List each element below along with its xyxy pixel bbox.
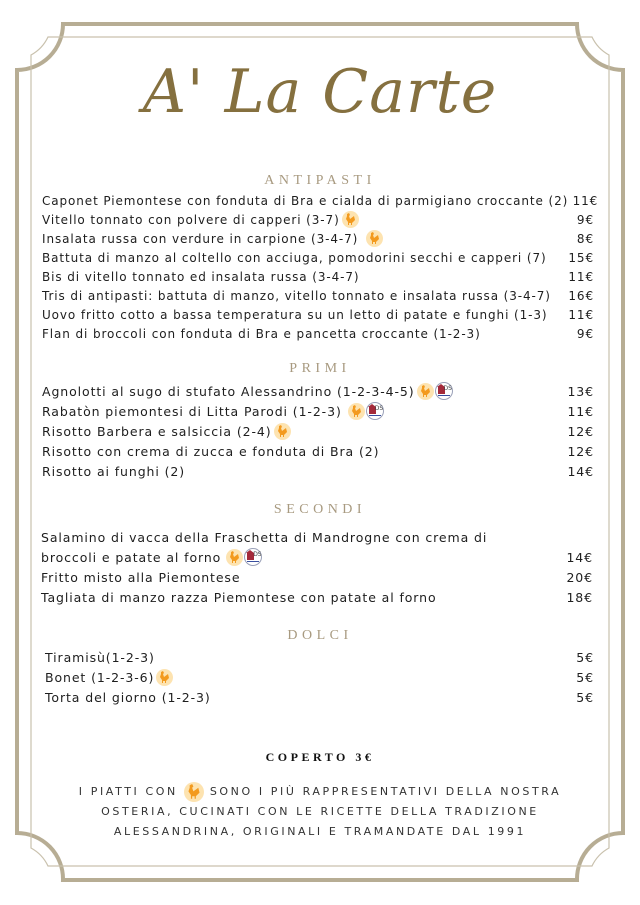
quality-seal-icon: DS <box>366 402 384 420</box>
menu-item <box>42 461 594 481</box>
section-title-antipasti: ANTIPASTI <box>264 173 376 188</box>
rooster-icon <box>156 669 173 686</box>
section-title-dolci: DOLCI <box>287 628 353 643</box>
item-name: Agnolotti al sugo di stufato Alessandrino (1-2-3-4-5) <box>42 383 415 399</box>
section-title-secondi: SECONDI <box>273 502 367 517</box>
menu-item <box>42 191 599 210</box>
menu-item <box>42 324 594 343</box>
item-name: Uovo fritto cotto a bassa temperatura su un letto di patate e funghi (1-3) <box>42 307 548 322</box>
item-price: 14€ <box>567 463 594 479</box>
dolci-list <box>45 647 594 707</box>
item-price: 5€ <box>576 689 594 705</box>
menu-item <box>42 248 594 267</box>
item-price: 11€ <box>572 193 599 208</box>
item-price: 14€ <box>566 549 593 565</box>
item-price: 5€ <box>576 649 594 665</box>
item-name: broccoli e patate al forno <box>41 549 222 565</box>
menu-item <box>42 421 594 441</box>
item-price: 11€ <box>568 307 594 322</box>
menu-item <box>41 547 593 567</box>
item-name: Tris di antipasti: battuta di manzo, vitello tonnato e insalata russa (3-4-7) <box>42 288 551 303</box>
quality-seal-icon: DS <box>435 382 453 400</box>
page-title: A' La Carte <box>142 57 498 127</box>
menu-item <box>41 527 593 547</box>
menu-item <box>42 381 594 401</box>
item-price: 11€ <box>567 403 594 419</box>
menu-item <box>41 587 593 607</box>
menu-item <box>42 229 594 248</box>
antipasti-list <box>42 191 599 343</box>
menu-item <box>42 441 594 461</box>
item-name: Bonet (1-2-3-6) <box>45 669 155 685</box>
menu-item <box>45 647 594 667</box>
item-price: 8€ <box>576 231 594 246</box>
item-price: 12€ <box>567 443 594 459</box>
item-price: 15€ <box>568 250 594 265</box>
rooster-icon <box>417 383 434 400</box>
item-price: 5€ <box>576 669 594 685</box>
item-price: 16€ <box>568 288 594 303</box>
note-line-3: ALESSANDRINA, ORIGINALI E TRAMANDATE DAL 1991 <box>113 825 527 838</box>
rooster-icon <box>348 403 365 420</box>
menu-item <box>42 286 594 305</box>
rooster-icon <box>184 782 204 802</box>
quality-seal-icon: DS <box>244 548 262 566</box>
menu-item <box>41 567 593 587</box>
item-name: Risotto con crema di zucca e fonduta di Bra (2) <box>42 443 380 459</box>
item-name: Bis di vitello tonnato ed insalata russa (3-4-7) <box>42 269 360 284</box>
item-name: Salamino di vacca della Fraschetta di Mandrogne con crema di <box>41 529 488 545</box>
primi-list <box>42 381 594 481</box>
item-name: Tagliata di manzo razza Piemontese con patate al forno <box>41 589 437 605</box>
item-name: Torta del giorno (1-2-3) <box>45 689 211 705</box>
item-name: Vitello tonnato con polvere di capperi (3-7) <box>42 212 340 227</box>
menu-item <box>42 210 594 229</box>
item-name: Rabatòn piemontesi di Litta Parodi (1-2-3) <box>42 403 342 419</box>
footer-note <box>40 782 600 842</box>
rooster-icon <box>342 211 359 228</box>
note-line-2: OSTERIA, CUCINATI CON LE RICETTE DELLA TRADIZIONE <box>101 805 539 818</box>
cover-charge: COPERTO 3€ <box>265 750 375 764</box>
menu-item <box>42 401 594 421</box>
item-price: 12€ <box>567 423 594 439</box>
menu-item <box>45 667 594 687</box>
item-name: Risotto ai funghi (2) <box>42 463 186 479</box>
item-name: Caponet Piemontese con fonduta di Bra e cialda di parmigiano croccante (2) <box>42 193 569 208</box>
rooster-icon <box>366 230 383 247</box>
item-name: Tiramisù(1-2-3) <box>45 649 155 665</box>
item-name: Fritto misto alla Piemontese <box>41 569 241 585</box>
item-name: Flan di broccoli con fonduta di Bra e pancetta croccante (1-2-3) <box>42 326 481 341</box>
rooster-icon <box>226 549 243 566</box>
note-line-1: I PIATTI CON SONO I PIÙ RAPPRESENTATIVI DELLA NOSTRA <box>40 782 600 802</box>
item-price: 13€ <box>567 383 594 399</box>
menu-item <box>42 305 594 324</box>
item-price: 20€ <box>566 569 593 585</box>
item-price: 18€ <box>566 589 593 605</box>
item-name: Risotto Barbera e salsiccia (2-4) <box>42 423 272 439</box>
item-name: Insalata russa con verdure in carpione (3-4-7) <box>42 231 359 246</box>
item-price: 9€ <box>576 212 594 227</box>
rooster-icon <box>274 423 291 440</box>
item-price: 11€ <box>568 269 594 284</box>
item-name: Battuta di manzo al coltello con acciuga, pomodorini secchi e capperi (7) <box>42 250 547 265</box>
item-price: 9€ <box>576 326 594 341</box>
menu-item <box>42 267 594 286</box>
section-title-primi: PRIMI <box>289 361 351 376</box>
menu-item <box>45 687 594 707</box>
secondi-list <box>41 527 593 607</box>
